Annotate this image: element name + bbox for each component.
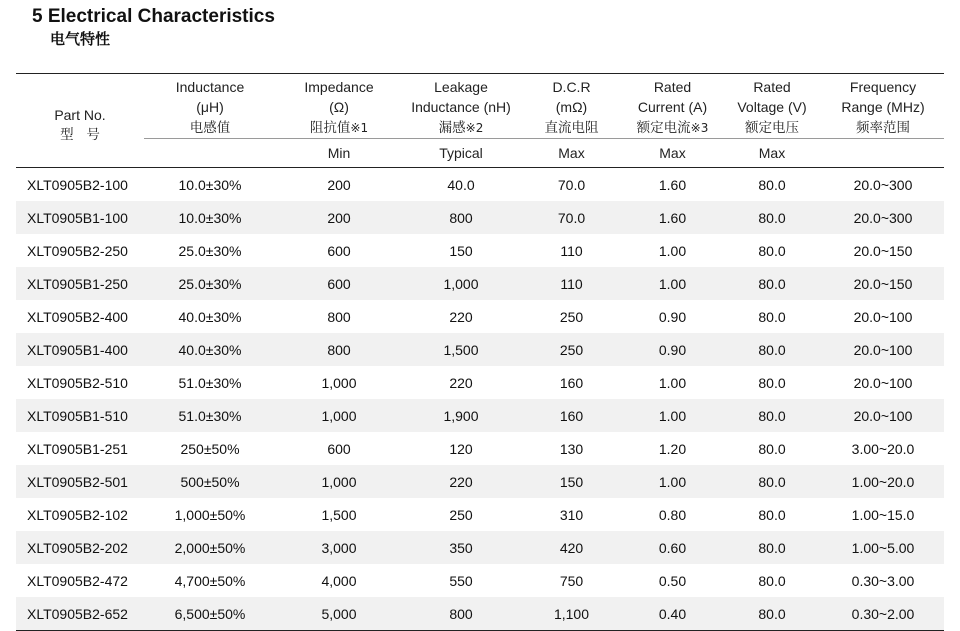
header-line-1: Inductance xyxy=(175,79,245,95)
header-line-1: Leakage xyxy=(434,79,488,95)
table-body xyxy=(16,168,944,631)
rated-current-cell: 1.00 xyxy=(658,242,687,259)
limit-type-cell: Max xyxy=(623,139,722,168)
part-number-cell: XLT0905B1-400 xyxy=(16,333,144,366)
header-line-1: Frequency xyxy=(849,79,917,95)
table-row xyxy=(16,300,944,333)
inductance-header xyxy=(144,74,276,139)
header-cn: 额定电压 xyxy=(745,120,799,136)
header-line-1: Impedance xyxy=(304,79,374,95)
rated-voltage-cell: 80.0 xyxy=(722,399,822,432)
impedance-cell: 600 xyxy=(327,440,351,457)
rated-current-cell: 0.90 xyxy=(623,333,722,366)
rated-voltage-cell: 80.0 xyxy=(722,465,822,498)
impedance-cell: 1,500 xyxy=(321,506,357,523)
part-number-cell: XLT0905B2-100 xyxy=(27,176,128,193)
frequency-range-cell: 0.30~2.00 xyxy=(822,597,944,631)
leakage-inductance-cell: 800 xyxy=(402,597,520,631)
leakage-inductance-header xyxy=(402,74,520,139)
part-number-cell: XLT0905B1-250 xyxy=(16,267,144,300)
dcr-cell: 110 xyxy=(560,242,583,259)
table-row xyxy=(16,564,944,597)
frequency-range-cell: 1.00~20.0 xyxy=(822,465,944,498)
footnote-mark: ※3 xyxy=(690,121,709,135)
inductance-cell: 4,700±50% xyxy=(174,572,246,589)
inductance-cell: 2,000±50% xyxy=(144,531,276,564)
impedance-cell: 1,000 xyxy=(321,374,357,391)
rated-voltage-cell: 80.0 xyxy=(722,201,822,234)
frequency-range-cell: 1.00~5.00 xyxy=(822,531,944,564)
part-number-cell: XLT0905B2-102 xyxy=(27,506,128,523)
part-number-cell: XLT0905B1-251 xyxy=(27,440,128,457)
footnote-mark: ※2 xyxy=(465,121,484,135)
inductance-cell: 6,500±50% xyxy=(144,597,276,631)
impedance-cell: 200 xyxy=(327,176,351,193)
table-row xyxy=(16,366,944,399)
dcr-cell: 160 xyxy=(559,374,584,391)
rated-current-cell: 0.40 xyxy=(623,597,722,631)
leakage-inductance-cell: 150 xyxy=(449,242,473,259)
rated-current-header xyxy=(623,74,722,139)
header-cn: 直流电阻 xyxy=(544,120,599,136)
header-cn: 电感值 xyxy=(189,120,231,136)
rated-voltage-cell: 80.0 xyxy=(758,176,786,193)
table-row xyxy=(16,531,944,564)
dcr-cell: 1,100 xyxy=(520,597,623,631)
inductance-cell: 500±50% xyxy=(144,465,276,498)
rated-current-cell: 1.60 xyxy=(658,176,687,193)
impedance-cell: 5,000 xyxy=(276,597,402,631)
part-number-cell: XLT0905B2-510 xyxy=(27,374,128,391)
frequency-range-cell: 20.0~300 xyxy=(853,176,913,193)
rated-voltage-header xyxy=(722,74,822,139)
frequency-range-cell: 1.00~15.0 xyxy=(851,506,915,523)
table-row xyxy=(16,267,944,300)
frequency-range-cell: 20.0~100 xyxy=(822,399,944,432)
limit-type-cell: Max xyxy=(722,139,822,168)
table-header xyxy=(16,74,944,168)
rated-current-cell: 0.60 xyxy=(623,531,722,564)
frequency-range-cell: 3.00~20.0 xyxy=(851,440,915,457)
frequency-range-cell: 20.0~150 xyxy=(853,242,913,259)
leakage-inductance-cell: 220 xyxy=(449,308,473,325)
dcr-cell: 150 xyxy=(520,465,623,498)
rated-voltage-cell: 80.0 xyxy=(758,242,786,259)
part-number-cell: XLT0905B2-472 xyxy=(27,572,128,589)
frequency-range-cell: 20.0~150 xyxy=(822,267,944,300)
table-row xyxy=(16,498,944,531)
rated-voltage-cell: 80.0 xyxy=(758,572,786,589)
header-line-2: Voltage (V) xyxy=(737,99,807,115)
limit-type-cell xyxy=(822,139,944,168)
dcr-cell: 250 xyxy=(520,333,623,366)
leakage-inductance-cell: 250 xyxy=(449,506,473,523)
leakage-inductance-cell: 220 xyxy=(449,374,473,391)
rated-voltage-cell: 80.0 xyxy=(758,506,786,523)
part-number-cell: XLT0905B2-250 xyxy=(27,242,128,259)
table-row xyxy=(16,201,944,234)
rated-current-cell: 0.50 xyxy=(658,572,687,589)
table-row xyxy=(16,465,944,498)
header-line-2: (μH) xyxy=(196,99,224,115)
inductance-cell: 250±50% xyxy=(180,440,240,457)
limit-type-cell: Min xyxy=(276,139,402,168)
inductance-cell: 51.0±30% xyxy=(144,399,276,432)
rated-current-cell: 1.00 xyxy=(623,399,722,432)
impedance-cell: 3,000 xyxy=(276,531,402,564)
inductance-cell: 10.0±30% xyxy=(144,201,276,234)
rated-current-cell: 1.00 xyxy=(623,267,722,300)
table-row xyxy=(16,432,944,465)
inductance-cell: 51.0±30% xyxy=(178,374,242,391)
rated-voltage-cell: 80.0 xyxy=(722,333,822,366)
leakage-inductance-cell: 800 xyxy=(402,201,520,234)
table-row xyxy=(16,333,944,366)
leakage-inductance-cell: 120 xyxy=(449,440,473,457)
inductance-cell: 10.0±30% xyxy=(178,176,242,193)
dcr-cell: 130 xyxy=(559,440,584,457)
dcr-cell: 750 xyxy=(559,572,584,589)
header-row xyxy=(16,74,944,139)
section-subtitle: 电气特性 xyxy=(50,30,111,48)
inductance-cell: 1,000±50% xyxy=(174,506,246,523)
impedance-cell: 800 xyxy=(276,333,402,366)
inductance-cell: 25.0±30% xyxy=(144,267,276,300)
header-cn: 额定电流 xyxy=(636,120,691,136)
frequency-range-cell: 20.0~100 xyxy=(853,374,913,391)
frequency-range-cell: 20.0~300 xyxy=(822,201,944,234)
table-row xyxy=(16,399,944,432)
table-row xyxy=(16,168,944,202)
rated-voltage-cell: 80.0 xyxy=(758,308,786,325)
rated-current-cell: 0.90 xyxy=(658,308,687,325)
header-line-2: Inductance (nH) xyxy=(411,99,511,115)
dcr-cell: 250 xyxy=(559,308,584,325)
leakage-inductance-cell: 40.0 xyxy=(447,176,475,193)
rated-current-cell: 1.00 xyxy=(658,374,687,391)
inductance-cell: 40.0±30% xyxy=(144,333,276,366)
header-cn: 频率范围 xyxy=(856,120,910,136)
impedance-cell: 600 xyxy=(276,267,402,300)
leakage-inductance-cell: 1,500 xyxy=(402,333,520,366)
header-line-2: Current (A) xyxy=(637,99,708,115)
leakage-inductance-cell: 350 xyxy=(402,531,520,564)
table-row xyxy=(16,234,944,267)
part-number-cell: XLT0905B2-501 xyxy=(16,465,144,498)
dcr-cell: 110 xyxy=(520,267,623,300)
footnote-mark: ※1 xyxy=(350,121,369,135)
section-title: 5 Electrical Characteristics xyxy=(32,6,275,27)
dcr-cell: 160 xyxy=(520,399,623,432)
rated-current-cell: 1.20 xyxy=(658,440,687,457)
rated-voltage-cell: 80.0 xyxy=(758,374,786,391)
header-line-1: Rated xyxy=(653,79,692,95)
rated-voltage-cell: 80.0 xyxy=(722,267,822,300)
impedance-cell: 4,000 xyxy=(321,572,357,589)
limit-type-row xyxy=(16,139,944,168)
dcr-cell: 310 xyxy=(559,506,584,523)
header-line-2: Range (MHz) xyxy=(841,99,925,115)
table-row xyxy=(16,597,944,631)
part-number-cell: XLT0905B1-510 xyxy=(16,399,144,432)
limit-type-cell xyxy=(144,139,276,168)
impedance-header xyxy=(276,74,402,139)
header-line-2: (Ω) xyxy=(329,99,349,115)
frequency-range-header xyxy=(822,74,944,139)
header-line-1: Rated xyxy=(753,79,791,95)
leakage-inductance-cell: 550 xyxy=(449,572,473,589)
dcr-cell: 70.0 xyxy=(520,201,623,234)
electrical-characteristics-table xyxy=(16,73,944,631)
frequency-range-cell: 20.0~100 xyxy=(822,333,944,366)
leakage-inductance-cell: 220 xyxy=(402,465,520,498)
limit-type-cell: Max xyxy=(520,139,623,168)
rated-current-cell: 1.60 xyxy=(623,201,722,234)
impedance-cell: 1,000 xyxy=(276,465,402,498)
impedance-cell: 600 xyxy=(327,242,351,259)
part-number-cell: XLT0905B2-400 xyxy=(27,308,128,325)
header-cn: 阻抗值 xyxy=(309,120,351,136)
header-line-2: (mΩ) xyxy=(555,99,588,115)
frequency-range-cell: 0.30~3.00 xyxy=(851,572,915,589)
leakage-inductance-cell: 1,900 xyxy=(402,399,520,432)
impedance-cell: 200 xyxy=(276,201,402,234)
rated-voltage-cell: 80.0 xyxy=(722,531,822,564)
part-number-cell: XLT0905B1-100 xyxy=(16,201,144,234)
rated-voltage-cell: 80.0 xyxy=(758,440,786,457)
leakage-inductance-cell: 1,000 xyxy=(402,267,520,300)
dcr-header xyxy=(520,74,623,139)
impedance-cell: 800 xyxy=(327,308,351,325)
dcr-cell: 70.0 xyxy=(557,176,586,193)
part-no-header-en: Part No. xyxy=(54,106,106,123)
part-number-cell: XLT0905B2-652 xyxy=(16,597,144,631)
inductance-cell: 25.0±30% xyxy=(178,242,242,259)
header-cn: 漏感 xyxy=(438,120,466,136)
limit-type-cell: Typical xyxy=(402,139,520,168)
part-number-cell: XLT0905B2-202 xyxy=(16,531,144,564)
inductance-cell: 40.0±30% xyxy=(178,308,242,325)
part-no-header xyxy=(16,74,144,168)
header-line-1: D.C.R xyxy=(552,79,591,95)
dcr-cell: 420 xyxy=(520,531,623,564)
rated-current-cell: 1.00 xyxy=(623,465,722,498)
rated-current-cell: 0.80 xyxy=(658,506,687,523)
frequency-range-cell: 20.0~100 xyxy=(853,308,913,325)
rated-voltage-cell: 80.0 xyxy=(722,597,822,631)
impedance-cell: 1,000 xyxy=(276,399,402,432)
part-no-header-cn: 型 号 xyxy=(60,126,100,143)
